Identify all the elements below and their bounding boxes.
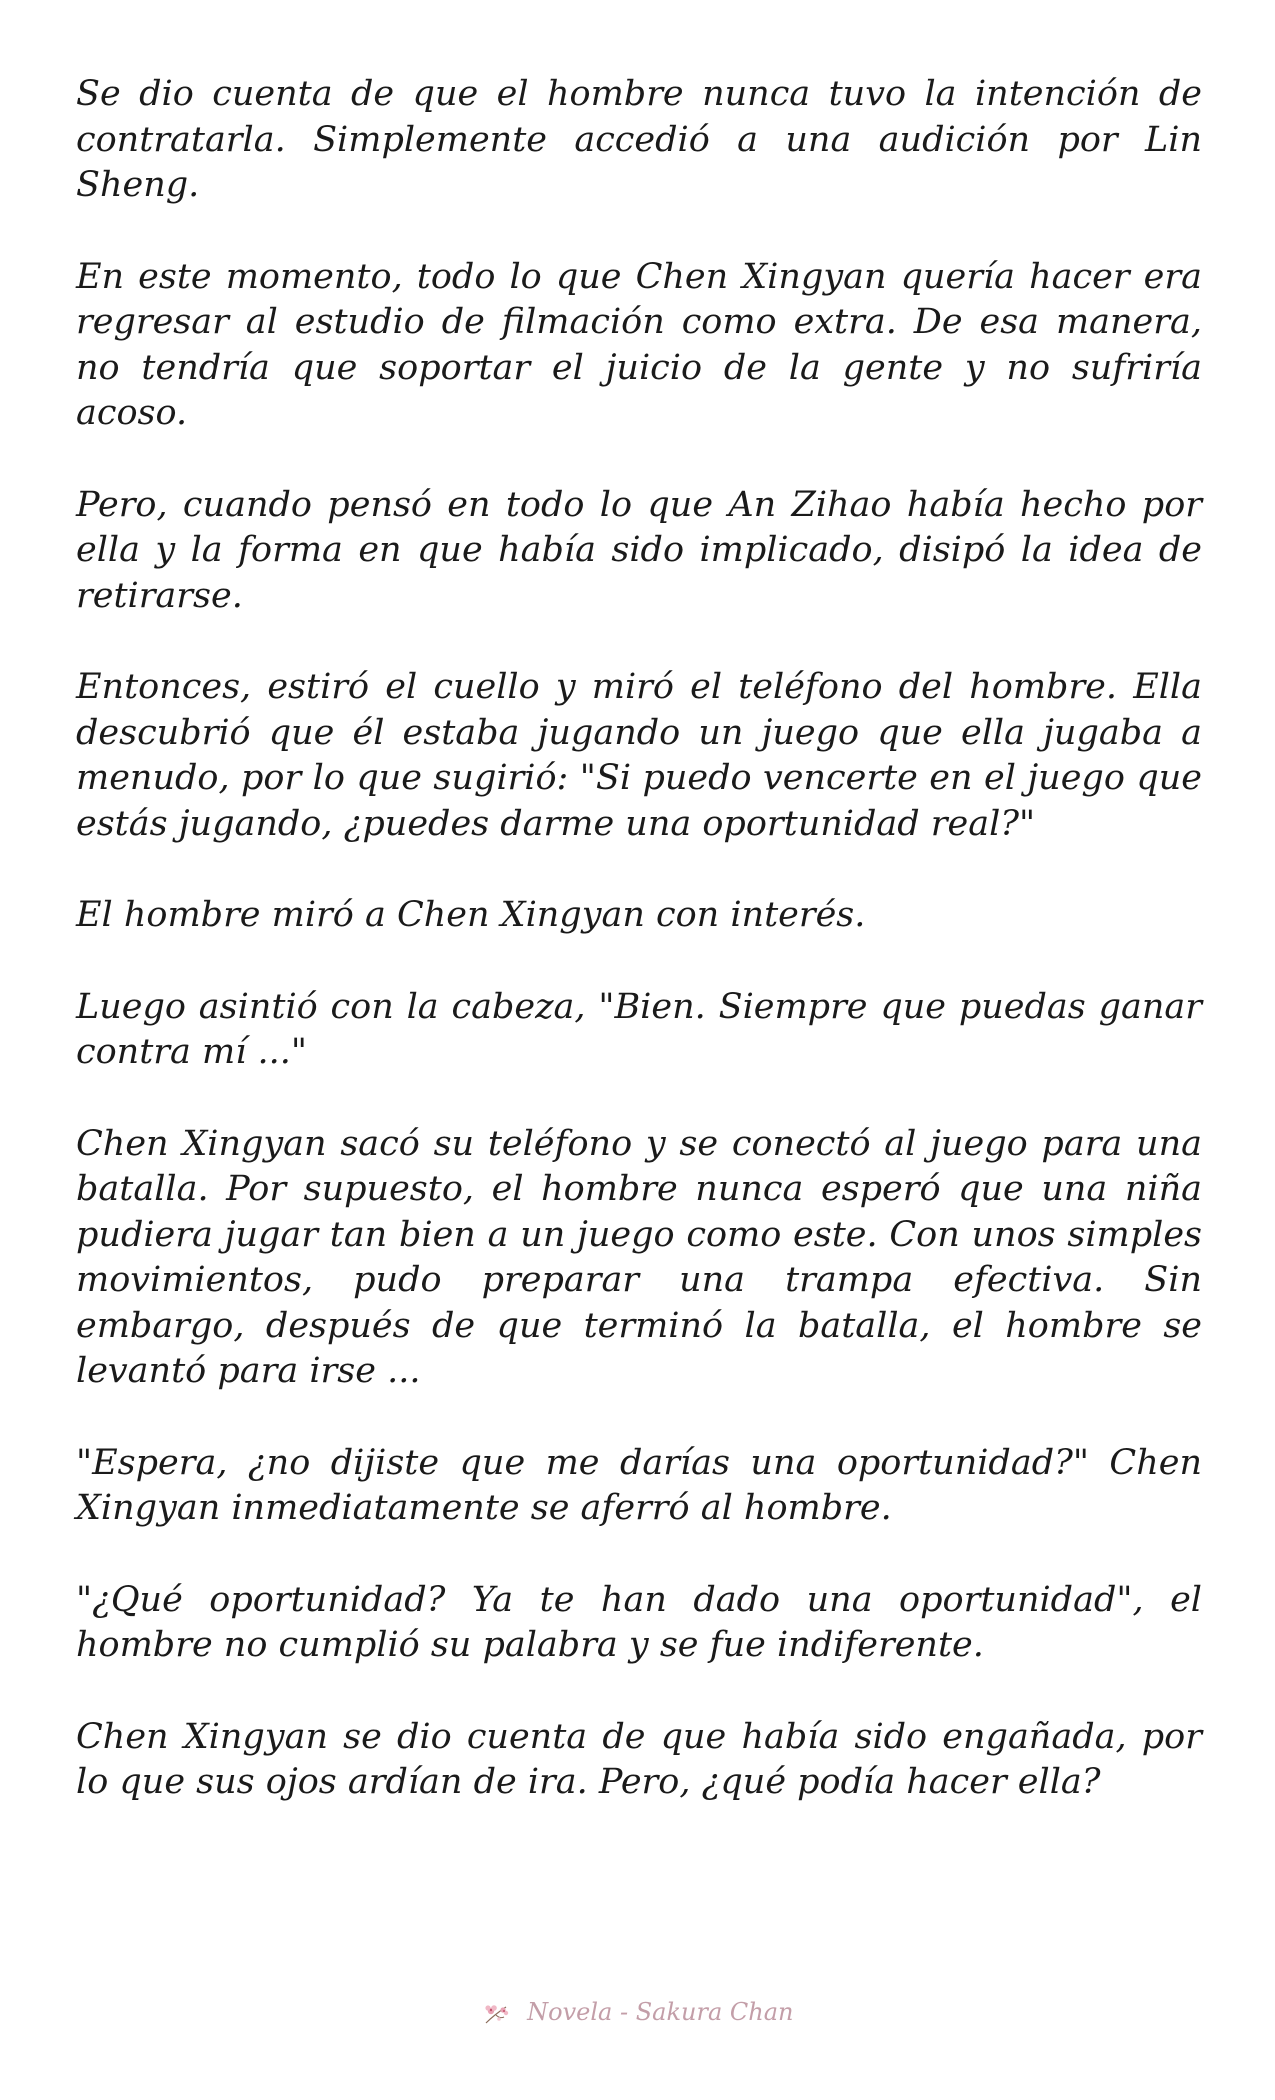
sakura-flower-icon [482,2001,512,2027]
paragraph-3: Pero, cuando pensó en todo lo que An Zihao había hecho por ella y la forma en que había sido implicado, disipó la idea de retirarse. [76,484,1202,616]
paragraph-10: Chen Xingyan se dio cuenta de que había sido engañada, por lo que sus ojos ardían de ira. Pero, ¿qué podía hacer ella? [76,1716,1202,1802]
paragraph-6: Luego asintió con la cabeza, "Bien. Siempre que puedas ganar contra mí ..." [76,986,1202,1072]
paragraph-7: Chen Xingyan sacó su teléfono y se conectó al juego para una batalla. Por supuesto, el hombre nunca esperó que una niña pudiera jugar tan bien a un juego como este. Con unos simples movimientos, pudo preparar una trampa efectiva. Sin embargo, después de que terminó la batalla, el hombre se levantó para irse ... [76,1123,1202,1391]
watermark-text: Novela - Sakura Chan [527,1998,794,2026]
document-body [76,72,1202,1852]
paragraph-2: En este momento, todo lo que Chen Xingyan quería hacer era regresar al estudio de filmación como extra. De esa manera, no tendría que soportar el juicio de la gente y no sufriría acoso. [76,256,1202,433]
paragraph-8: "Espera, ¿no dijiste que me darías una oportunidad?" Chen Xingyan inmediatamente se aferró al hombre. [76,1442,1202,1528]
paragraph-1: Se dio cuenta de que el hombre nunca tuvo la intención de contratarla. Simplemente accedió a una audición por Lin Sheng. [76,74,1202,205]
paragraph-4: Entonces, estiró el cuello y miró el teléfono del hombre. Ella descubrió que él estaba jugando un juego que ella jugaba a menudo, por lo que sugirió: "Si puedo vencerte en el juego que estás jugando, ¿puedes darme una oportunidad real?" [76,667,1202,844]
watermark-footer [0,1998,1275,2027]
paragraph-5: El hombre miró a Chen Xingyan con interés. [76,895,866,935]
paragraph-9: "¿Qué oportunidad? Ya te han dado una oportunidad", el hombre no cumplió su palabra y se fue indiferente. [76,1579,1202,1665]
